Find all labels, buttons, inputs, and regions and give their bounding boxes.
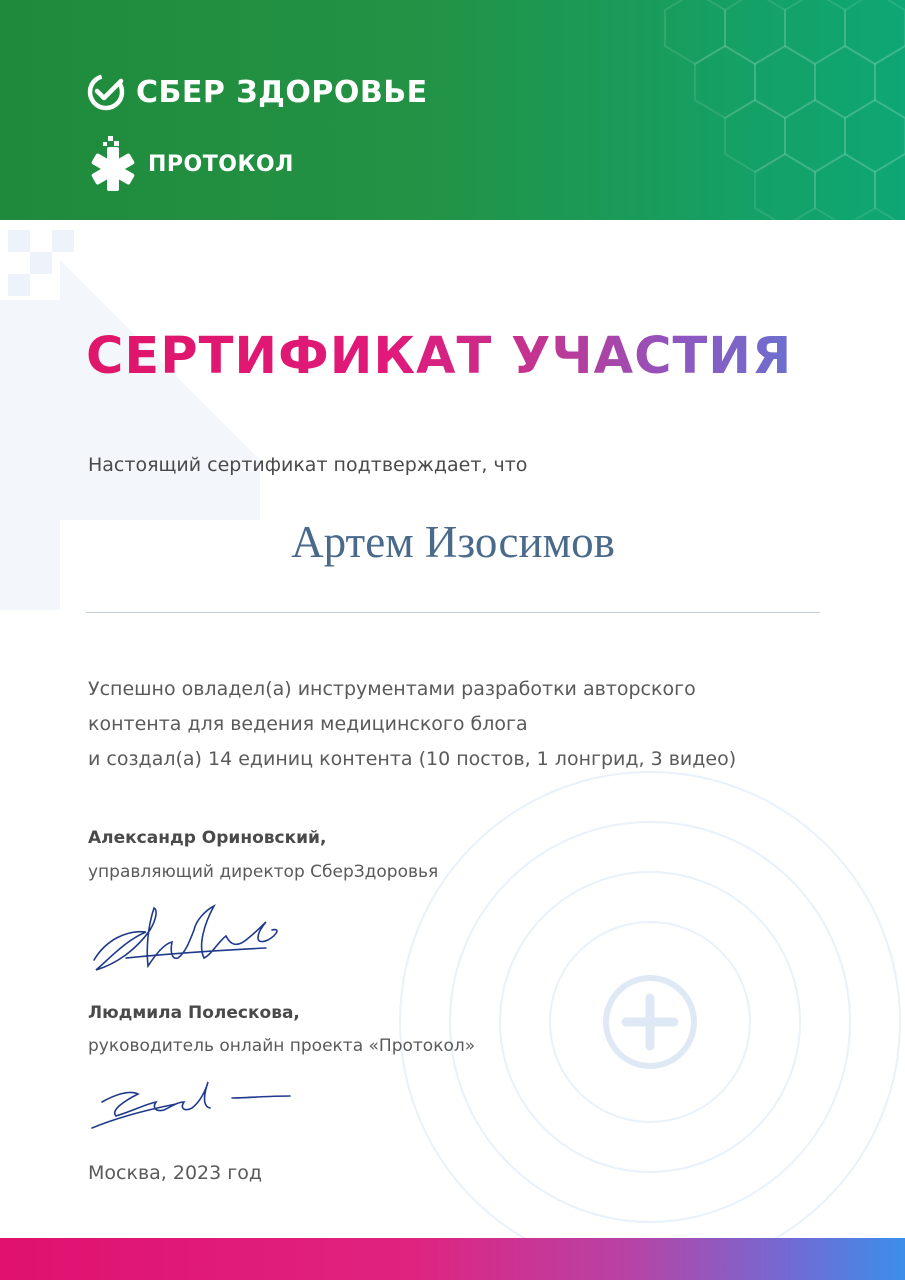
sber-check-icon [86,72,126,112]
brand-name: СБЕР ЗДОРОВЬЕ [136,74,428,110]
place-date: Москва, 2023 год [88,1162,262,1184]
signer-role: руководитель онлайн проекта «Протокол» [88,1036,476,1056]
decorative-shape [0,220,300,640]
signer-name: Людмила Полескова, [88,1003,300,1023]
decorative-rings [395,760,905,1238]
project-name: ПРОТОКОЛ [148,151,294,177]
recipient-name: Артем Изосимов [291,517,615,567]
signature [86,900,286,980]
sber-health-logo [86,72,428,112]
protocol-logo [86,136,294,192]
header-banner [0,0,905,220]
medical-star-icon [86,136,140,192]
footer-bar [0,1238,905,1280]
signature [86,1072,306,1136]
confirmation-text: Настоящий сертификат подтверждает, что [88,454,528,476]
description-line: и создал(а) 14 единиц контента (10 постов, 1 лонгрид, 3 видео) [88,748,737,770]
divider [86,612,820,613]
description-line: контента для ведения медицинского блога [88,713,528,735]
signer-name: Александр Ориновский, [88,828,327,848]
certificate-title: СЕРТИФИКАТ УЧАСТИЯ [86,326,846,388]
achievement-description [88,672,848,777]
hexagon-pattern [605,0,905,220]
description-line: Успешно овладел(а) инструментами разработки авторского [88,678,696,700]
signer-role: управляющий директор СберЗдоровья [88,862,439,882]
